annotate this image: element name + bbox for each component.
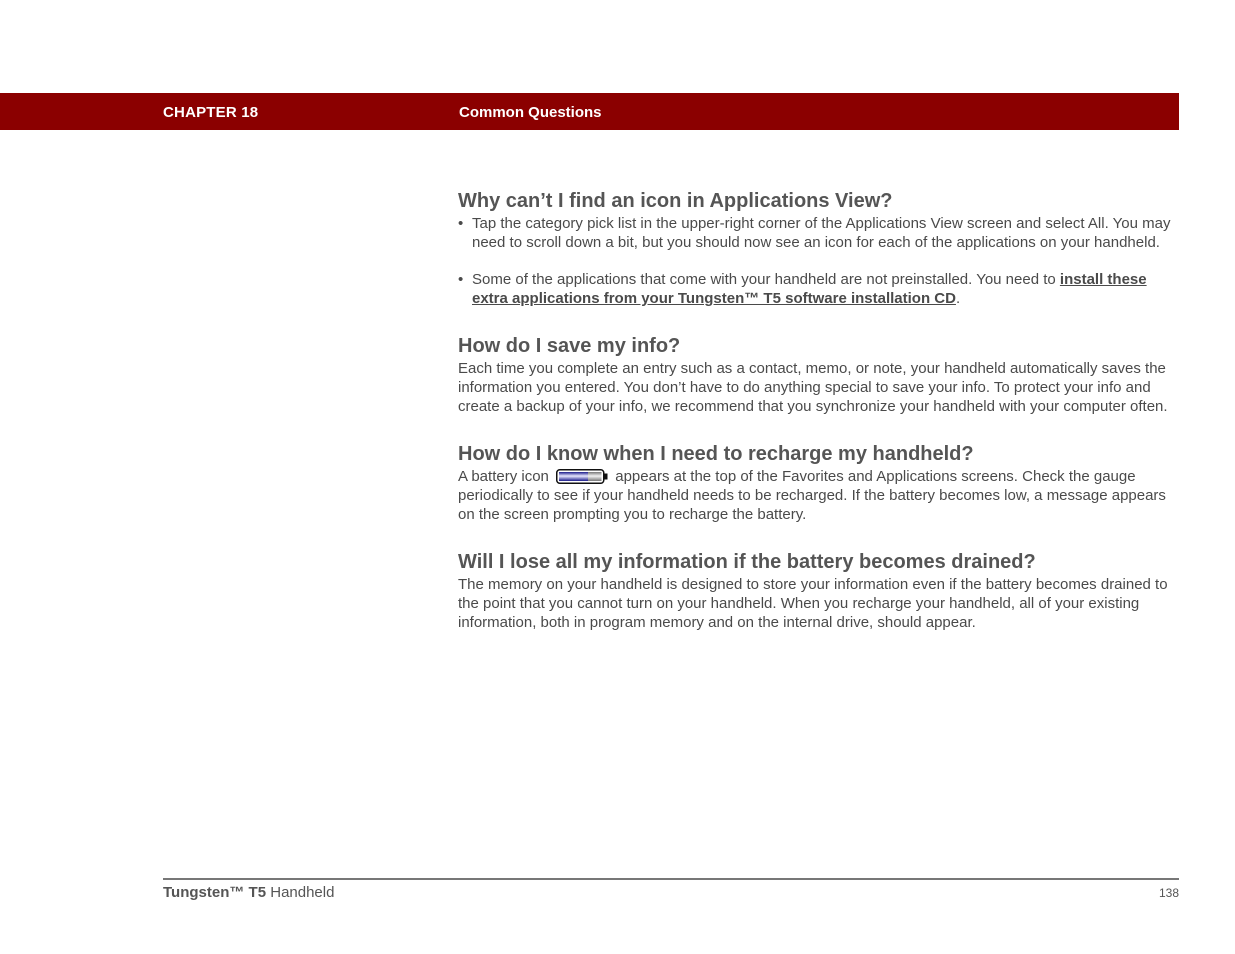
- body-text: A battery icon: [458, 468, 549, 485]
- section-battery-drained: [458, 549, 1180, 632]
- bullet-text: Tap the category pick list in the upper-right corner of the Applications View screen and select All. You may need to scroll down a bit, but you should now see an icon for each of the applications on your handheld.: [472, 215, 1171, 251]
- footer-product-name: [163, 884, 334, 901]
- section-heading: How do I save my info?: [458, 335, 681, 357]
- battery-icon: [556, 469, 608, 484]
- section-body: The memory on your handheld is designed to store your information even if the battery becomes drained to the point that you cannot turn on your handheld. When you recharge your handheld, all of your existing information, both in program memory and on the internal drive, should appear.: [458, 576, 1168, 631]
- chapter-label: CHAPTER 18: [163, 104, 259, 121]
- bullet-list: [458, 214, 1180, 308]
- bullet-text: Some of the applications that come with your handheld are not preinstalled. You need to: [472, 271, 1060, 288]
- chapter-title: Common Questions: [459, 104, 602, 121]
- section-body: [458, 467, 1180, 524]
- product-name-bold: Tungsten™ T5: [163, 884, 267, 901]
- install-extras-link[interactable]: install these extra applications from your Tungsten™ T5 software installation CD: [472, 271, 1147, 307]
- footer-divider: [163, 878, 1179, 880]
- body-text: appears at the top of the Favorites and Applications screens. Check the gauge periodically to see if your handheld needs to be recharged. If the battery becomes low, a message appears on the screen prompting you to recharge the battery.: [458, 468, 1166, 523]
- page-number: 138: [1158, 886, 1179, 900]
- list-item: [458, 214, 1180, 252]
- product-name-rest: Handheld: [266, 884, 335, 901]
- section-save-info: [458, 333, 1180, 416]
- section-recharge: [458, 441, 1180, 524]
- section-find-icon: [458, 188, 1180, 308]
- section-heading: Why can’t I find an icon in Applications View?: [458, 190, 893, 212]
- bullet-glyph: •: [458, 271, 464, 288]
- list-item: [458, 270, 1180, 308]
- section-body: Each time you complete an entry such as a contact, memo, or note, your handheld automatically saves the information you entered. You don’t have to do anything special to save your info. To protect your info and create a backup of your info, we recommend that you synchronize your handheld with your computer often.: [458, 360, 1168, 415]
- section-heading: Will I lose all my information if the battery becomes drained?: [458, 551, 1036, 573]
- bullet-glyph: •: [458, 215, 464, 232]
- page-content: [458, 188, 1180, 657]
- section-heading: How do I know when I need to recharge my handheld?: [458, 443, 974, 465]
- bullet-text-end: .: [955, 290, 961, 307]
